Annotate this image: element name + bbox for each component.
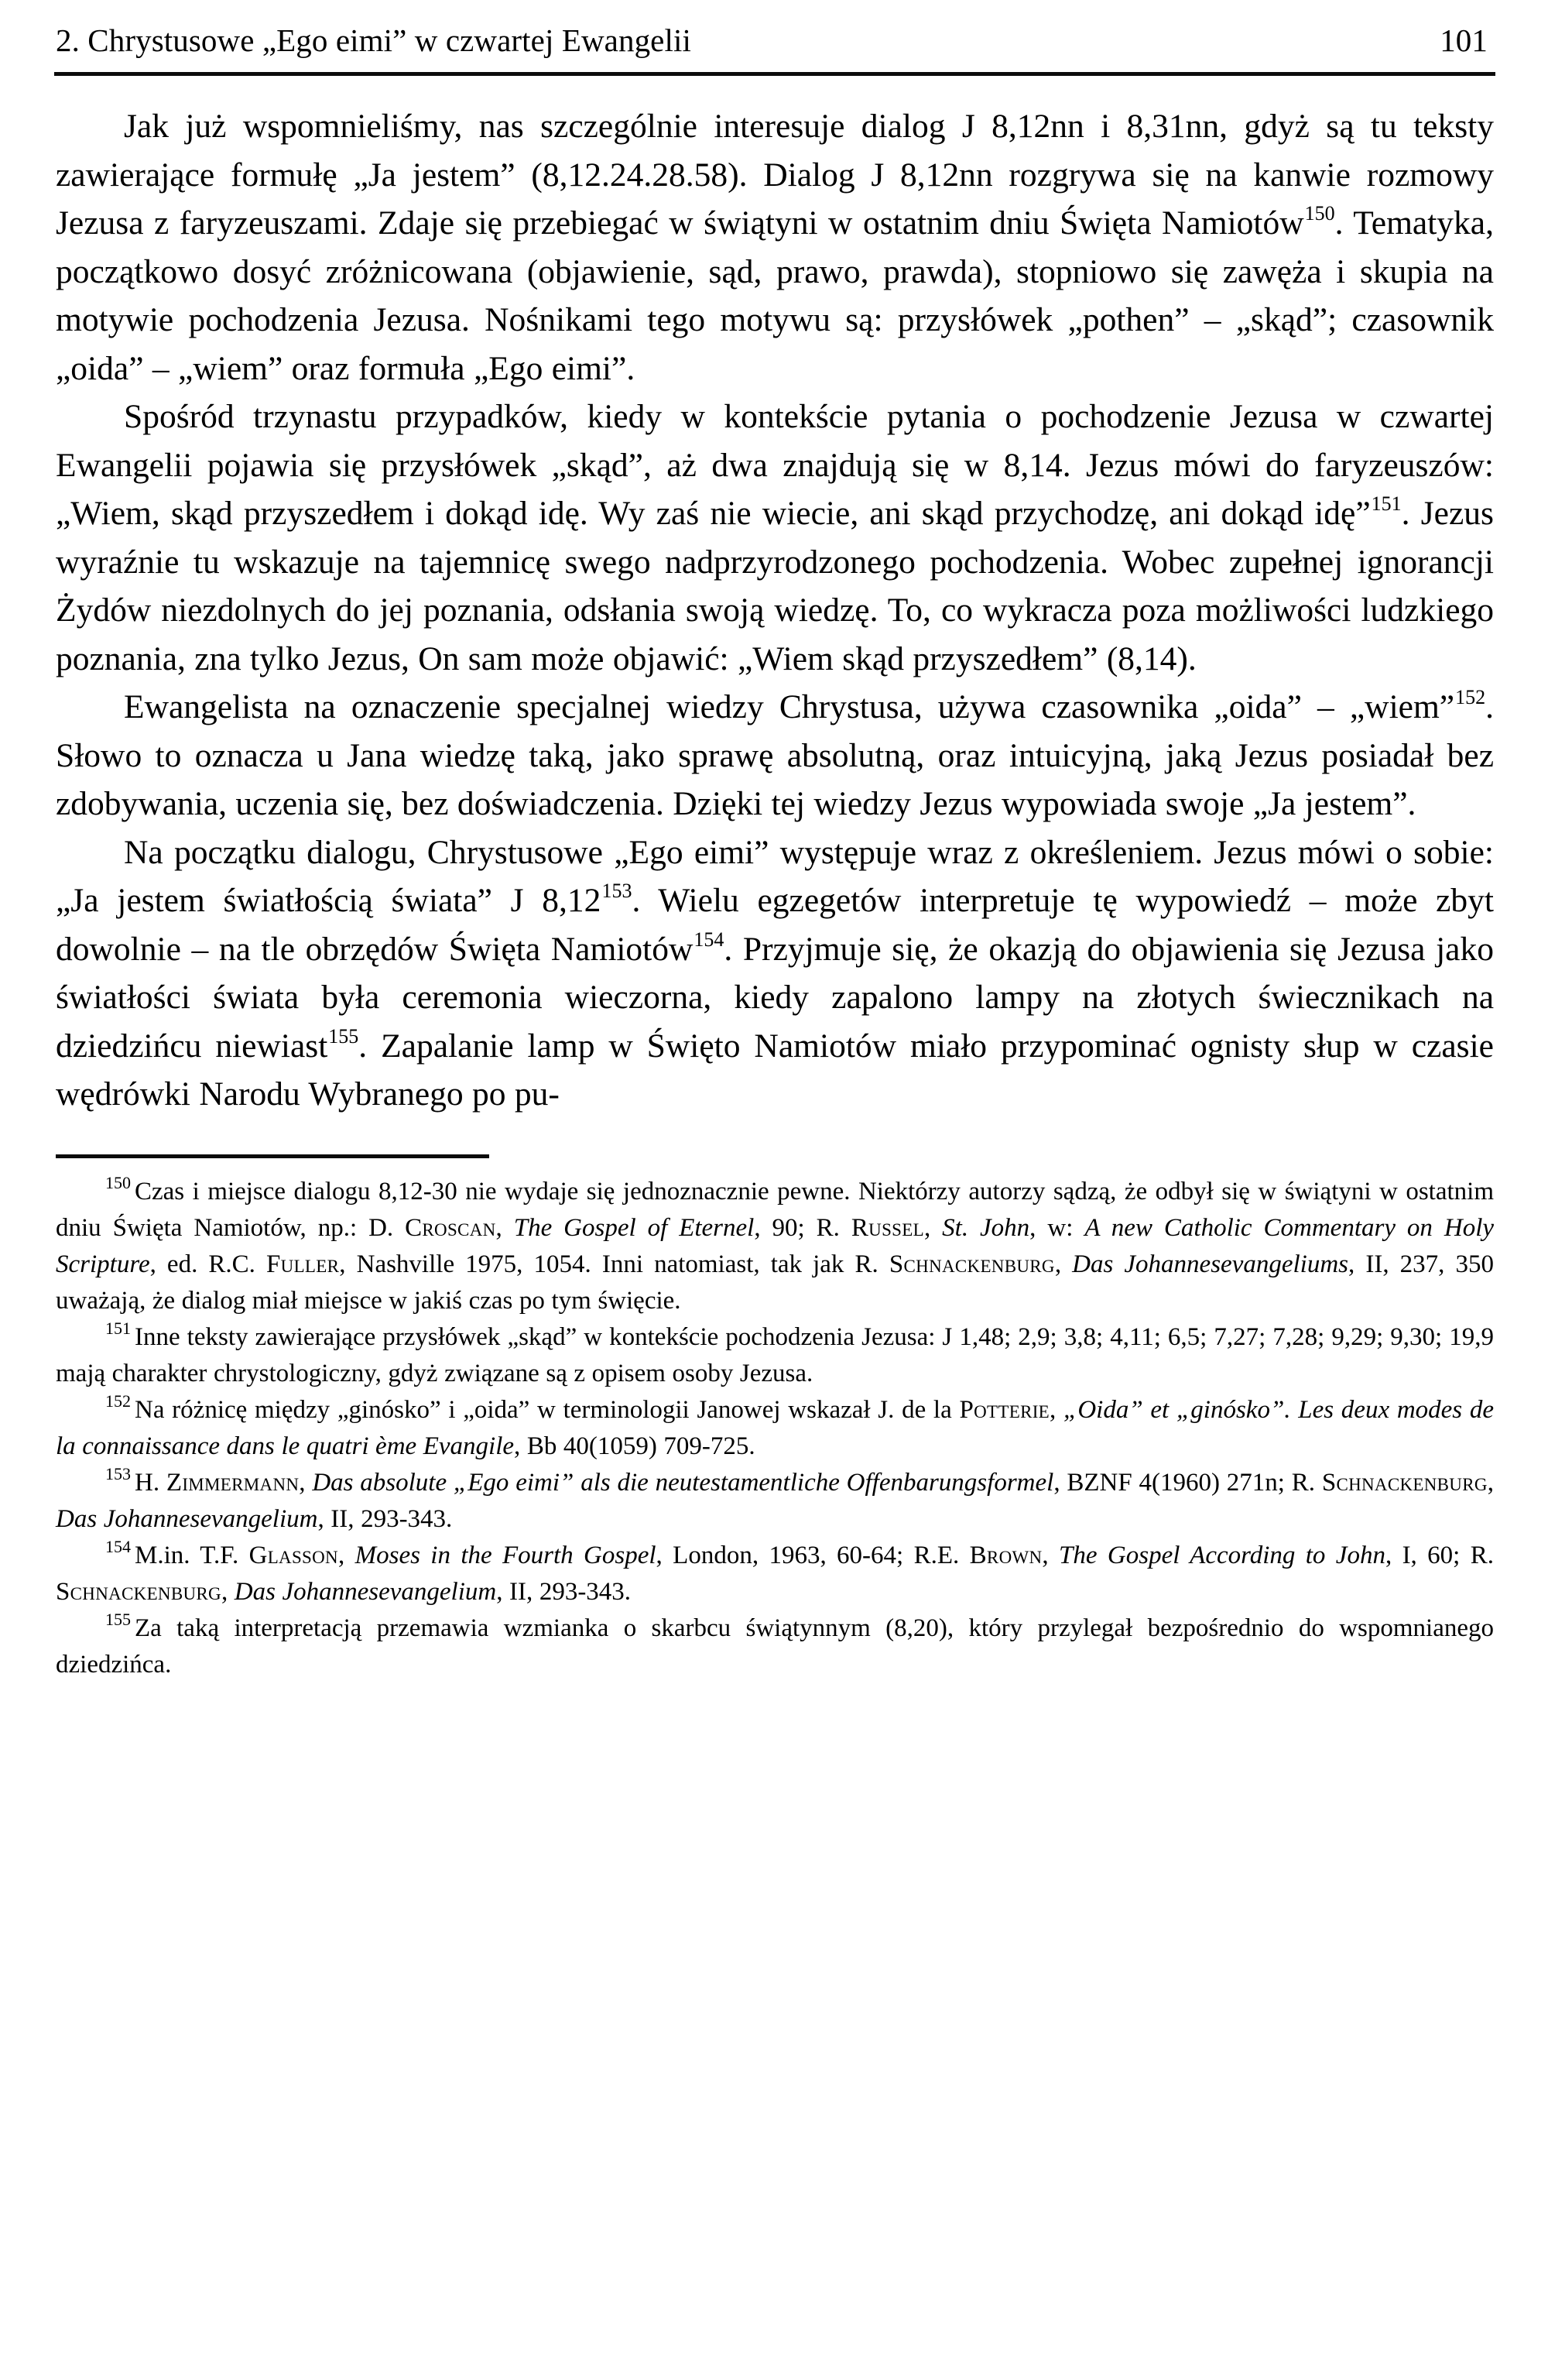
author-name: Schnackenburg [889,1250,1055,1278]
footnote-reference-154[interactable]: 154 [694,928,724,951]
footnote-reference-150[interactable]: 150 [1304,202,1335,225]
author-name: Croscan [405,1213,496,1242]
footnote-area [46,1154,1502,1683]
running-head [46,0,1502,58]
header-rule [54,72,1495,76]
footnote-number: 150 [105,1172,131,1192]
author-name: Russel [851,1213,924,1242]
work-title: Das Johannesevangelium [234,1577,497,1606]
footnote-number: 155 [105,1609,131,1629]
body-text [46,102,1502,1119]
page-number: 101 [1440,22,1488,58]
footnote-list [56,1174,1494,1683]
footnote-reference-153[interactable]: 153 [601,880,632,903]
footnote-number: 151 [105,1318,131,1338]
author-name: Schnackenburg [1321,1468,1488,1497]
work-title: St. John [942,1213,1030,1242]
work-title: „Oida” et „ginósko”. Les deux modes de la connaissance dans le quatri ème Evangile [56,1395,1494,1460]
footnote-entry: $^{150}$ Czas i miejsce dialogu 8,12-30 nie wydaje się jednoznacznie pewne. Niektórzy autorzy sądzą, że odbył się w świątyni w ostatnim dniu Święta Namiotów, np.: D. Croscan, The Gospel of Eternel, 90; R. Russel, St. John, w: A new Catholic Commentary on Holy Scripture, ed. R.C. Fuller, Nashville 1975, 1054. Inni natomiast, tak jak R. Schnackenburg, Das Johannesevangeliums, II, 237, 350 uważają, że dialog miał miejsce w jakiś czas po tym święcie. [56,1172,1495,1315]
page-content [46,0,1502,1683]
footnote-number: 153 [105,1463,131,1483]
footnote-entry: $^{152}$ Na różnicę między „ginósko” i „oida” w terminologii Janowej wskazał J. de la Potterie, „Oida” et „ginósko”. Les deux modes de la connaissance dans le quatri ème Evangile, Bb 40(1059) 709-725. [56,1391,1494,1460]
author-name: Fuller [266,1250,340,1278]
work-title: Das absolute „Ego eimi” als die neutestamentliche Offenbarungsformel [312,1468,1054,1497]
footnote-number: 154 [105,1536,131,1556]
author-name: Zimmermann [166,1468,300,1497]
work-title: Moses in the Fourth Gospel [354,1541,656,1569]
footnote-reference-152[interactable]: 152 [1455,686,1486,709]
author-name: Potterie [959,1395,1050,1424]
work-title: Das Johannesevangelium [56,1504,318,1533]
work-title: The Gospel of Eternel [513,1213,755,1242]
work-title: The Gospel According to John [1059,1541,1385,1569]
footnote-entry: $^{153}$ H. Zimmermann, Das absolute „Ego eimi” als die neutestamentliche Offenbarungsformel, BZNF 4(1960) 271n; R. Schnackenburg, Das Johannesevangelium, II, 293-343. [56,1463,1494,1533]
footnote-reference-155[interactable]: 155 [328,1024,359,1048]
footnote-number: 152 [105,1391,131,1411]
author-name: Glasson [248,1541,338,1569]
footnote-reference-151[interactable]: 151 [1371,492,1402,516]
body-paragraph: Ewangelista na oznaczenie specjalnej wiedzy Chrystusa, używa czasownika „oida” – „wiem”$^{152}$. Słowo to oznacza u Jana wiedzę taką, jako sprawę absolutną, oraz intuicyjną, jaką Jezus posiadał bez zdobywania, uczenia się, bez doświadczenia. Dzięki tej wiedzy Jezus wypowiada swoje „Ja jestem”. [56,686,1494,823]
footnote-entry: $^{151}$ Inne teksty zawierające przysłówek „skąd” w kontekście pochodzenia Jezusa: J 1,48; 2,9; 3,8; 4,11; 6,5; 7,27; 7,28; 9,29; 9,30; 19,9 mają charakter chrystologiczny, gdyż związane są z opisem osoby Jezusa. [56,1318,1494,1387]
author-name: Schnackenburg [56,1577,221,1606]
work-title: A new Catholic Commentary on Holy Scripture [56,1213,1495,1278]
footnote-entry: $^{155}$ Za taką interpretacją przemawia wzmianka o skarbcu świątynnym (8,20), który przylegał bezpośrednio do wspomnianego dziedzińca. [56,1609,1494,1679]
author-name: Brown [969,1541,1043,1569]
work-title: Das Johannesevangeliums [1072,1250,1349,1278]
footnote-entry: $^{154}$ M.in. T.F. Glasson, Moses in the Fourth Gospel, London, 1963, 60-64; R.E. Brown, The Gospel According to John, I, 60; R. Schnackenburg, Das Johannesevangelium, II, 293-343. [56,1536,1494,1606]
body-paragraph: Jak już wspomnieliśmy, nas szczególnie interesuje dialog J 8,12nn i 8,31nn, gdyż są tu teksty zawierające formułę „Ja jestem” (8,12.24.28.58). Dialog J 8,12nn rozgrywa się na kanwie rozmowy Jezusa z faryzeuszami. Zdaje się przebiegać w świątyni w ostatnim dniu Święta Namiotów$^{150}$. Tematyka, początkowo dosyć zróżnicowana (objawienie, sąd, prawo, prawda), stopniowo się zawęża i skupia na motywie pochodzenia Jezusa. Nośnikami tego motywu są: przysłówek „pothen” – „skąd”; czasownik „oida” – „wiem” oraz formuła „Ego eimi”. [56,108,1494,387]
body-paragraph: Spośród trzynastu przypadków, kiedy w kontekście pytania o pochodzenie Jezusa w czwartej Ewangelii pojawia się przysłówek „skąd”, aż dwa znajdują się w 8,14. Jezus mówi do faryzeuszów: „Wiem, skąd przyszedłem i dokąd idę. Wy zaś nie wiecie, ani skąd przychodzę, ani dokąd idę”$^{151}$. Jezus wyraźnie tu wskazuje na tajemnicę swego nadprzyrodzonego pochodzenia. Wobec zupełnej ignorancji Żydów niezdolnych do jej poznania, odsłania swoją wiedzę. To, co wykracza poza możliwości ludzkiego poznania, zna tylko Jezus, On sam może objawić: „Wiem skąd przyszedłem” (8,14). [56,398,1494,677]
running-head-title: 2. Chrystusowe „Ego eimi” w czwartej Ewangelii [56,22,691,58]
footnote-separator-rule [56,1154,489,1158]
body-paragraph: Na początku dialogu, Chrystusowe „Ego eimi” występuje wraz z określeniem. Jezus mówi o sobie: „Ja jestem światłością świata” J 8,12$^{153}$. Wielu egzegetów interpretuje tę wypowiedź – może zbyt dowolnie – na tle obrzędów Święta Namiotów$^{154}$. Przyjmuje się, że okazją do objawienia się Jezusa jako światłości świata była ceremonia wieczorna, kiedy zapalono lampy na złotych świecznikach na dziedzińcu niewiast$^{155}$. Zapalanie lamp w Święto Namiotów miało przypominać ognisty słup w czasie wędrówki Narodu Wybranego po pu- [56,833,1494,1113]
